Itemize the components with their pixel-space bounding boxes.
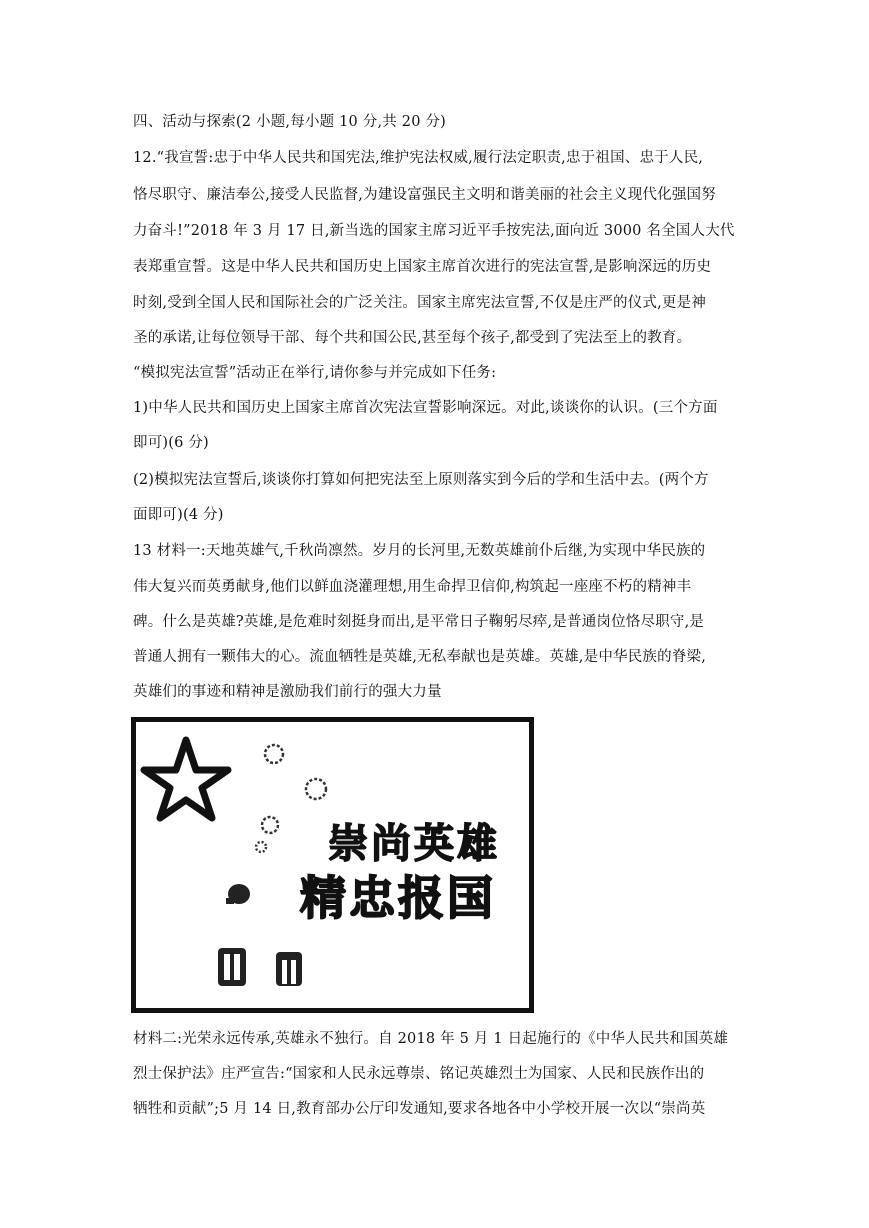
question-13-line: 13 材料一:天地英雄气,千秋尚凛然。岁月的长河里,无数英雄前仆后继,为实现中华民族的: [133, 543, 706, 559]
hero-poster-image: [131, 717, 534, 1013]
question-12-line: (2)模拟宪法宣誓后,谈谈你打算如何把宪法至上原则落实到今后的学和生活中去。(两个方: [133, 472, 709, 488]
question-13-line: 碑。什么是英雄?英雄,是危难时刻挺身而出,是平常日子鞠躬尽瘁,是普通岗位恪尽职守,是: [133, 614, 705, 630]
question-12-line: 即可)(6 分): [133, 435, 209, 451]
question-12-line: 12.“我宣誓:忠于中华人民共和国宪法,维护宪法权威,履行法定职责,忠于祖国、忠于人民,: [133, 150, 704, 166]
section-header: 四、活动与探索(2 小题,每小题 10 分,共 20 分): [133, 114, 447, 130]
question-12-line: 表郑重宣誓。这是中华人民共和国历史上国家主席首次进行的宪法宣誓,是影响深远的历史: [133, 259, 712, 275]
hero-poster-graphic: [136, 722, 529, 1008]
material-2-line: 牺牲和贡献”;5 月 14 日,教育部办公厅印发通知,要求各地各中小学校开展一次以“崇尚英: [133, 1101, 706, 1117]
material-2-line: 烈士保护法》庄严宣告:“国家和人民永远尊崇、铭记英雄烈士为国家、人民和民族作出的: [133, 1066, 705, 1082]
poster-slogan-line2: 精忠报国: [300, 871, 496, 925]
question-12-line: 恪尽职守、廉洁奉公,接受人民监督,为建设富强民主文明和谐美丽的社会主义现代化强国努: [133, 187, 716, 203]
question-12-line: 1)中华人民共和国历史上国家主席首次宪法宣誓影响深远。对此,谈谈你的认识。(三个方面: [133, 400, 718, 416]
question-13-line: 伟大复兴而英勇献身,他们以鲜血浇灌理想,用生命捍卫信仰,构筑起一座座不朽的精神丰: [133, 579, 692, 595]
question-13-line: 英雄们的事迹和精神是激励我们前行的强大力量: [133, 684, 442, 700]
material-2-line: 材料二:光荣永远传承,英雄永不独行。自 2018 年 5 月 1 日起施行的《中华人民共和国英雄: [133, 1031, 729, 1047]
poster-slogan-line1: 崇尚英雄: [328, 820, 500, 867]
question-12-line: 时刻,受到全国人民和国际社会的广泛关注。国家主席宪法宣誓,不仅是庄严的仪式,更是神: [133, 295, 707, 311]
question-12-line: 圣的承诺,让每位领导干部、每个共和国公民,甚至每个孩子,都受到了宪法至上的教育。: [133, 330, 692, 346]
question-13-line: 普通人拥有一颗伟大的心。流血牺牲是英雄,无私奉献也是英雄。英雄,是中华民族的脊梁,: [133, 649, 707, 665]
question-12-line: 力奋斗!”2018 年 3 月 17 日,新当选的国家主席习近平手按宪法,面向近 3000 名全国人大代: [133, 223, 735, 239]
question-12-line: 面即可)(4 分): [133, 507, 224, 523]
question-12-line: “模拟宪法宣誓”活动正在举行,请你参与并完成如下任务:: [133, 365, 497, 381]
